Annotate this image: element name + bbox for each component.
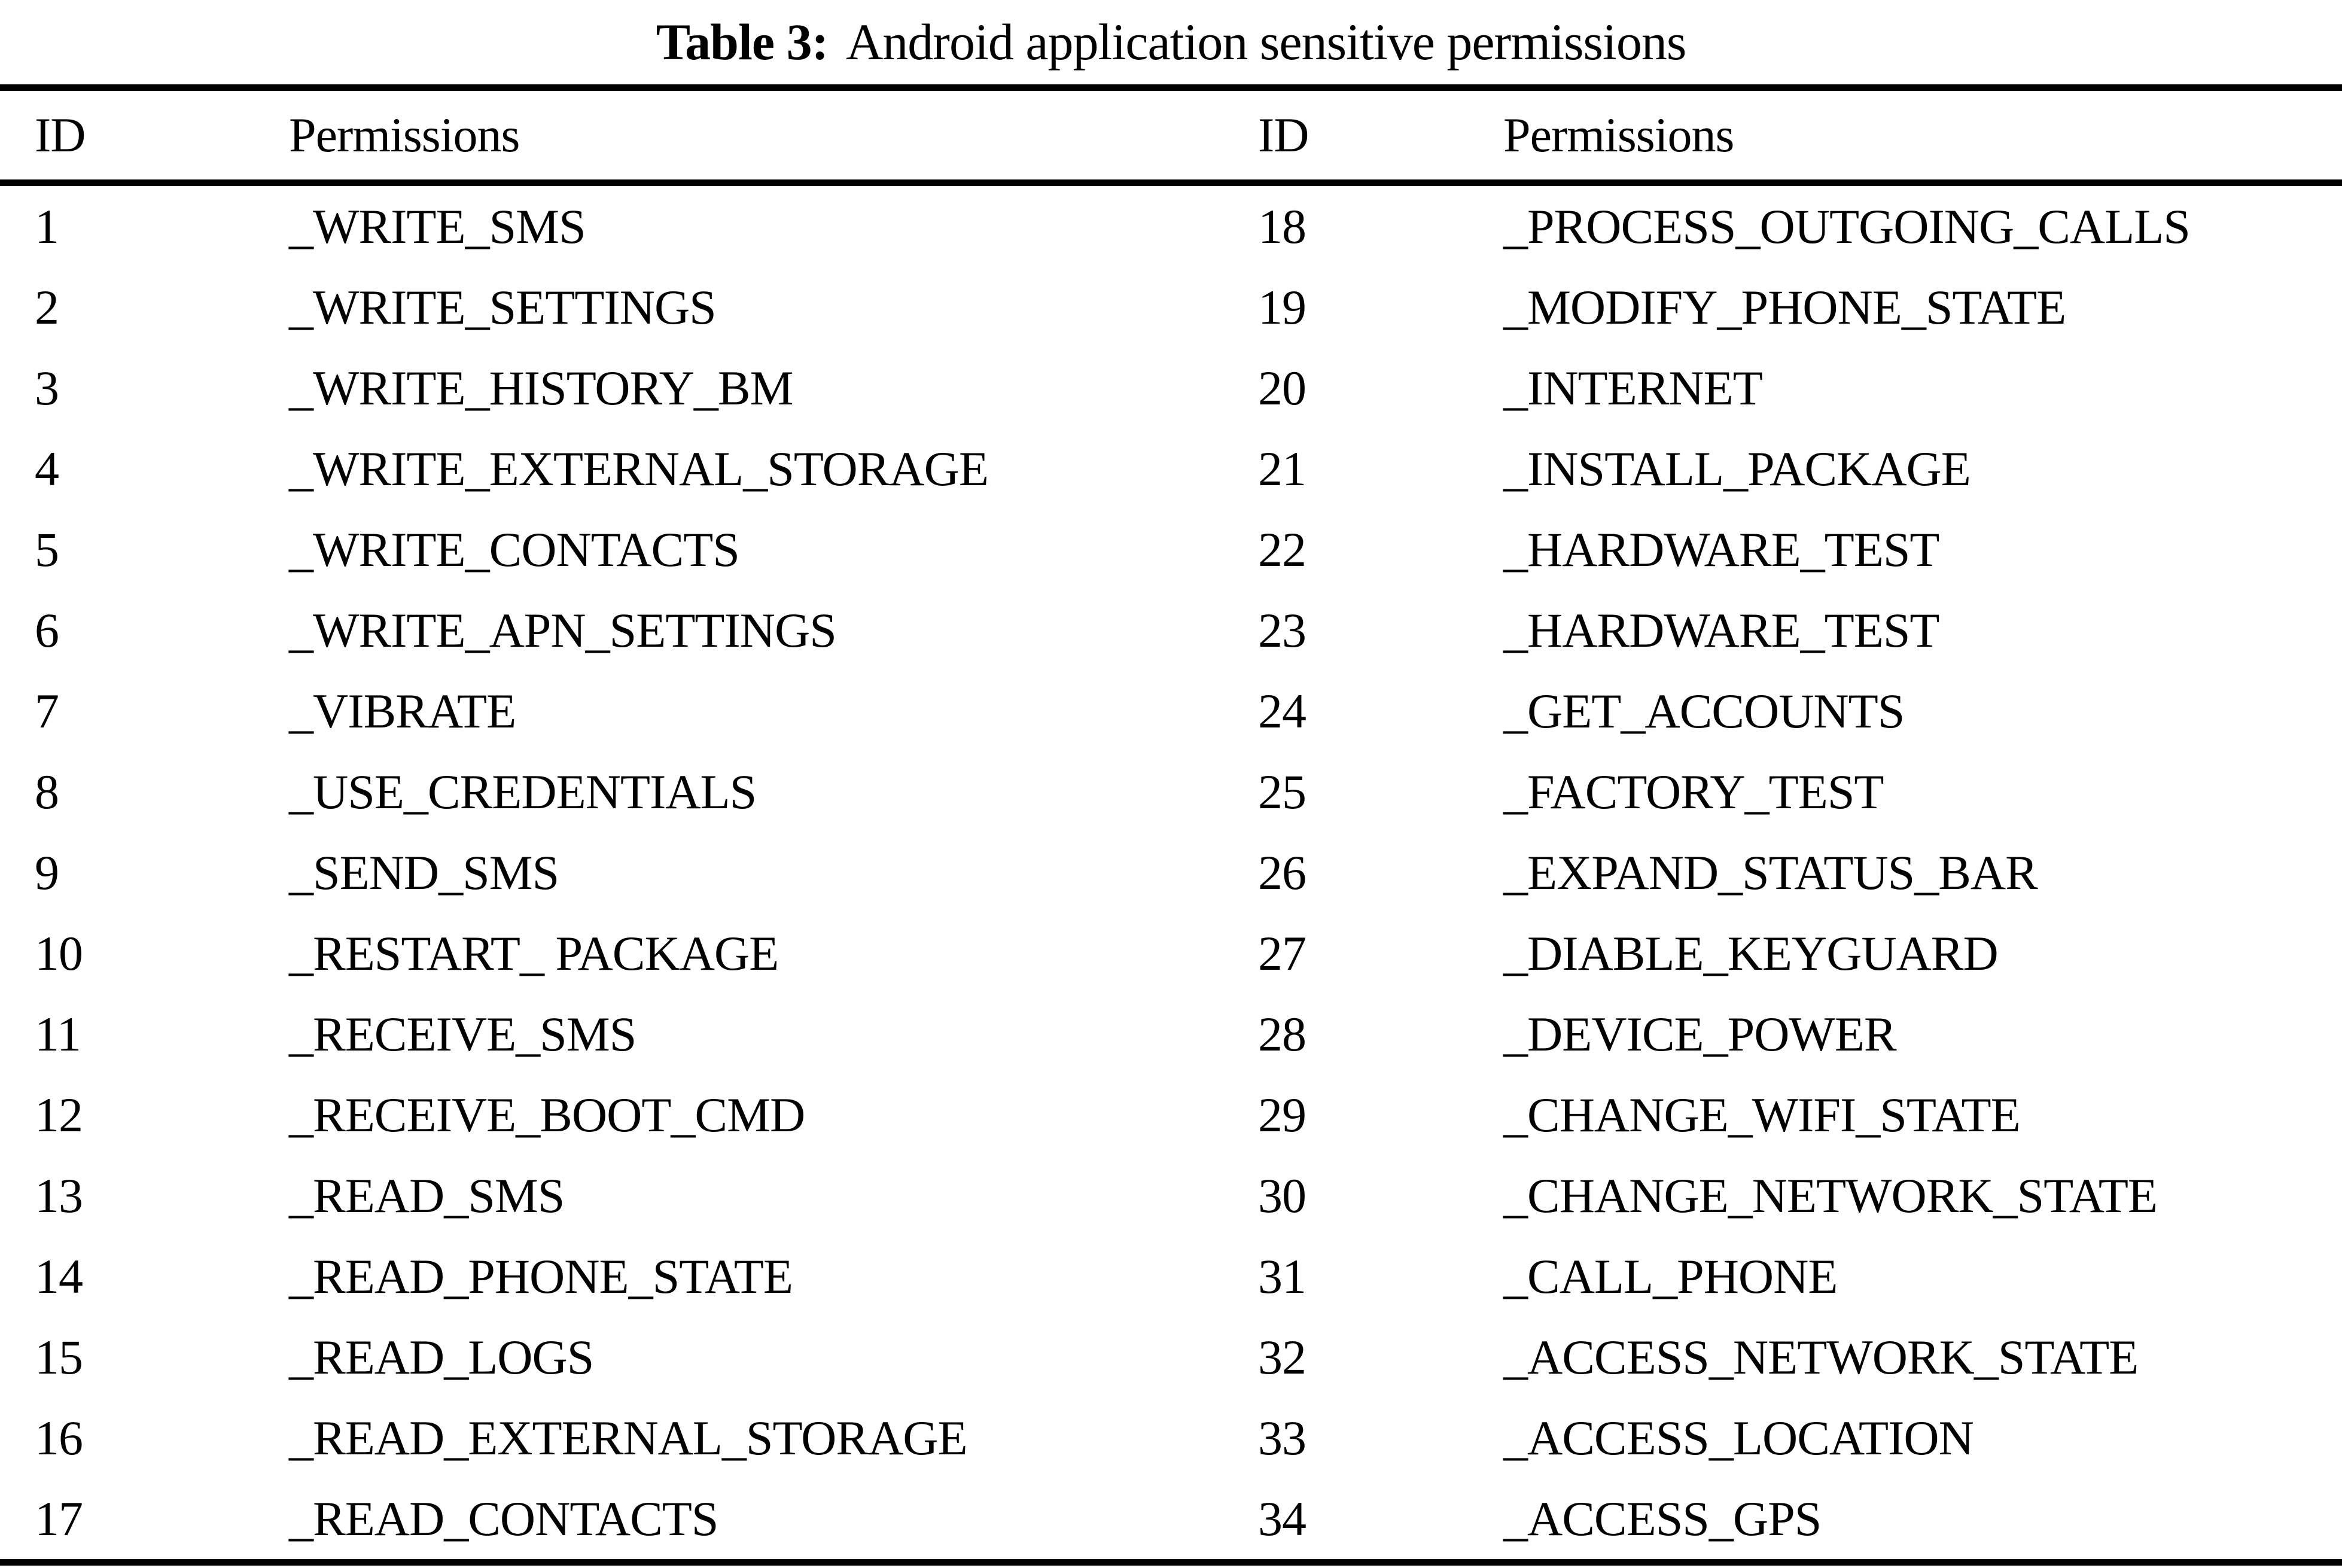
row-id-cell: 24 bbox=[1258, 683, 1306, 738]
row-id-cell: 26 bbox=[1258, 845, 1306, 900]
row-id-cell: 6 bbox=[35, 602, 59, 657]
row-id-cell: 4 bbox=[35, 441, 59, 496]
header-id-left: ID bbox=[35, 108, 86, 162]
row-permission-cell: _RECEIVE_SMS bbox=[289, 1006, 636, 1061]
row-permission-cell: _WRITE_EXTERNAL_STORAGE bbox=[289, 441, 988, 496]
row-id-cell: 31 bbox=[1258, 1249, 1306, 1304]
row-permission-cell: _ACCESS_GPS bbox=[1503, 1491, 1822, 1546]
header-permissions-left: Permissions bbox=[289, 108, 520, 162]
row-id-cell: 18 bbox=[1258, 199, 1306, 254]
table-caption-text: Android application sensitive permissions bbox=[846, 13, 1686, 71]
table-caption-label: Table 3: bbox=[656, 13, 829, 71]
row-permission-cell: _HARDWARE_TEST bbox=[1503, 522, 1939, 577]
top-rule bbox=[0, 84, 2342, 91]
row-id-cell: 5 bbox=[35, 522, 59, 577]
row-id-cell: 34 bbox=[1258, 1491, 1306, 1546]
row-id-cell: 9 bbox=[35, 845, 59, 900]
header-permissions-right: Permissions bbox=[1503, 108, 1734, 162]
row-permission-cell: _INTERNET bbox=[1503, 360, 1762, 415]
row-permission-cell: _DEVICE_POWER bbox=[1503, 1006, 1896, 1061]
row-id-cell: 1 bbox=[35, 199, 59, 254]
row-id-cell: 8 bbox=[35, 764, 59, 819]
row-id-cell: 21 bbox=[1258, 441, 1306, 496]
row-id-cell: 22 bbox=[1258, 522, 1306, 577]
row-id-cell: 19 bbox=[1258, 279, 1306, 334]
row-permission-cell: _RESTART_ PACKAGE bbox=[289, 925, 779, 981]
row-permission-cell: _READ_LOGS bbox=[289, 1329, 594, 1384]
row-id-cell: 10 bbox=[35, 925, 83, 981]
row-id-cell: 25 bbox=[1258, 764, 1306, 819]
row-permission-cell: _READ_EXTERNAL_STORAGE bbox=[289, 1410, 967, 1465]
row-permission-cell: _VIBRATE bbox=[289, 683, 516, 738]
header-rule bbox=[0, 179, 2342, 186]
row-id-cell: 27 bbox=[1258, 925, 1306, 981]
row-id-cell: 2 bbox=[35, 279, 59, 334]
row-id-cell: 30 bbox=[1258, 1168, 1306, 1223]
row-permission-cell: _WRITE_SMS bbox=[289, 199, 586, 254]
row-id-cell: 15 bbox=[35, 1329, 83, 1384]
row-permission-cell: _EXPAND_STATUS_BAR bbox=[1503, 845, 2038, 900]
row-permission-cell: _FACTORY_TEST bbox=[1503, 764, 1884, 819]
header-id-right: ID bbox=[1258, 108, 1309, 162]
row-id-cell: 16 bbox=[35, 1410, 83, 1465]
row-permission-cell: _WRITE_SETTINGS bbox=[289, 279, 716, 334]
row-permission-cell: _CALL_PHONE bbox=[1503, 1249, 1838, 1304]
table-header-row bbox=[0, 91, 2342, 179]
row-id-cell: 20 bbox=[1258, 360, 1306, 415]
row-id-cell: 29 bbox=[1258, 1087, 1306, 1142]
row-id-cell: 32 bbox=[1258, 1329, 1306, 1384]
row-permission-cell: _WRITE_CONTACTS bbox=[289, 522, 739, 577]
row-permission-cell: _USE_CREDENTIALS bbox=[289, 764, 757, 819]
row-id-cell: 14 bbox=[35, 1249, 83, 1304]
row-permission-cell: _WRITE_APN_SETTINGS bbox=[289, 602, 836, 657]
table-caption bbox=[0, 0, 2342, 84]
row-id-cell: 28 bbox=[1258, 1006, 1306, 1061]
row-permission-cell: _SEND_SMS bbox=[289, 845, 559, 900]
row-permission-cell: _ACCESS_NETWORK_STATE bbox=[1503, 1329, 2139, 1384]
row-id-cell: 12 bbox=[35, 1087, 83, 1142]
row-id-cell: 33 bbox=[1258, 1410, 1306, 1465]
row-id-cell: 3 bbox=[35, 360, 59, 415]
row-id-cell: 17 bbox=[35, 1491, 83, 1546]
row-permission-cell: _CHANGE_NETWORK_STATE bbox=[1503, 1168, 2158, 1223]
row-permission-cell: _PROCESS_OUTGOING_CALLS bbox=[1503, 199, 2190, 254]
row-permission-cell: _READ_SMS bbox=[289, 1168, 565, 1223]
row-permission-cell: _INSTALL_PACKAGE bbox=[1503, 441, 1971, 496]
row-id-cell: 23 bbox=[1258, 602, 1306, 657]
row-id-cell: 7 bbox=[35, 683, 59, 738]
row-id-cell: 13 bbox=[35, 1168, 83, 1223]
row-permission-cell: _CHANGE_WIFI_STATE bbox=[1503, 1087, 2020, 1142]
row-permission-cell: _HARDWARE_TEST bbox=[1503, 602, 1939, 657]
row-permission-cell: _WRITE_HISTORY_BM bbox=[289, 360, 793, 415]
row-permission-cell: _READ_CONTACTS bbox=[289, 1491, 718, 1546]
row-permission-cell: _ACCESS_LOCATION bbox=[1503, 1410, 1974, 1465]
row-id-cell: 11 bbox=[35, 1006, 81, 1061]
table-body bbox=[0, 186, 2342, 1559]
row-permission-cell: _RECEIVE_BOOT_CMD bbox=[289, 1087, 805, 1142]
row-permission-cell: _DIABLE_KEYGUARD bbox=[1503, 925, 1998, 981]
bottom-rule bbox=[0, 1559, 2342, 1566]
row-permission-cell: _MODIFY_PHONE_STATE bbox=[1503, 279, 2066, 334]
row-permission-cell: _READ_PHONE_STATE bbox=[289, 1249, 793, 1304]
row-permission-cell: _GET_ACCOUNTS bbox=[1503, 683, 1905, 738]
